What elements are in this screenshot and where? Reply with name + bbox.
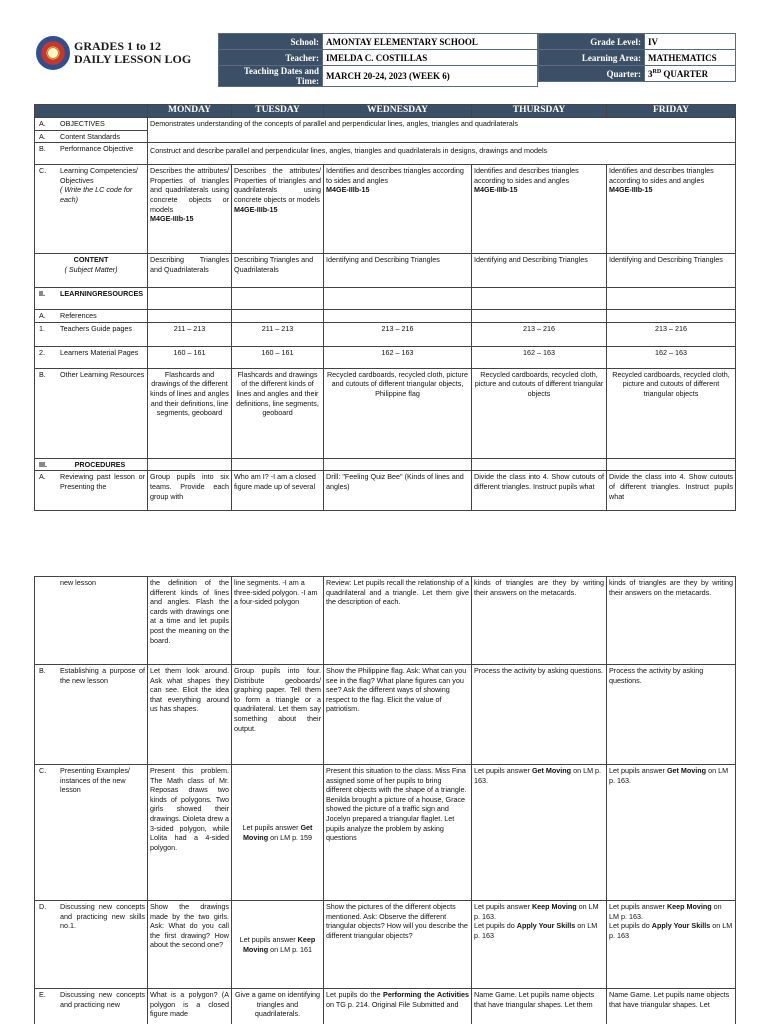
references-friday	[607, 310, 736, 323]
discussing-1-monday: Show the drawings made by the two girls. Ask: What do you call the first drawing? How about the second one?	[148, 901, 232, 989]
competencies-monday-code: M4GE-IIIb-15	[150, 214, 194, 224]
establishing-friday: Process the activity by asking questions.	[607, 665, 736, 765]
teachers-guide-title: Teachers Guide pages	[60, 323, 132, 333]
competencies-monday-text: Describes the attributes/ Properties of triangles and quadrilaterals using concrete objects or models	[150, 166, 229, 214]
teachers-guide-thursday: 213 – 216	[472, 322, 607, 346]
presenting-wednesday: Present this situation to the class. Miss Fina assigned some of her pupils to bring different objects with the shape of a triangle. Benilda brought a picture of a house, Grace showed the picture of a traffic sign and Jocelyn prepared a triangular flaglet. Let pupils analyze the problem by asking questions	[324, 765, 472, 901]
resources-friday	[607, 288, 736, 310]
area-label: Learning Area:	[539, 50, 645, 66]
discussing-1-thursday	[472, 901, 607, 989]
reviewing-label	[35, 471, 148, 511]
learners-material-thursday: 162 – 163	[472, 346, 607, 368]
procedures-tuesday	[232, 458, 324, 471]
performance-key: B.	[39, 144, 46, 154]
discussing-2-tuesday: Give a game on identifying triangles and quadrilaterals.	[232, 989, 324, 1024]
establishing-wednesday: Show the Philippine flag. Ask: What can you see in the flag? What plane figures can you see? Ask the different ways of showing respect to the flag. Elicit the value of patriotism.	[324, 665, 472, 765]
performance-text: Construct and describe parallel and perpendicular lines, angles, triangles and quadrilaterals in designs, drawings and models	[148, 143, 736, 165]
continued-label	[35, 577, 148, 665]
presenting-thursday-pre: Let pupils answer	[474, 766, 532, 775]
resources-key: II.	[39, 289, 45, 299]
reviewing-tuesday: Who am I? -I am a closed figure made up of several	[232, 471, 324, 511]
discussing-1-thursday-post: on LM p. 163.	[474, 902, 599, 921]
resources-row	[35, 288, 736, 310]
quarter-label: Quarter:	[539, 66, 645, 82]
other-resources-tuesday: Flashcards and drawings of the different kinds of lines and angles and their definitions, line segments, geoboard	[232, 368, 324, 458]
performance-label	[35, 143, 148, 165]
reviewing-thursday: Divide the class into 4. Show cutouts of different triangles. Instruct pupils what	[472, 471, 607, 511]
resources-tuesday	[232, 288, 324, 310]
continued-key-spacer	[37, 578, 57, 588]
discussing-1-title: Discussing new concepts and practicing new skills no.1.	[60, 902, 145, 931]
content-tuesday: Describing Triangles and Quadrilaterals	[232, 254, 324, 288]
teacher-label: Teacher:	[219, 50, 323, 66]
other-resources-friday: Recycled cardboards, recycled cloth, picture and cutouts of different triangular objects	[607, 368, 736, 458]
discussing-2-wednesday-pre: Let pupils do the	[326, 990, 384, 999]
presenting-key: C.	[39, 766, 47, 775]
content-monday: Describing Triangles and Quadrilaterals	[148, 254, 232, 288]
discussing-1-friday-pre: Let pupils answer	[609, 902, 667, 911]
procedures-monday	[148, 458, 232, 471]
discussing-1-tuesday-pre: Let pupils answer	[239, 934, 298, 944]
content-standards-text: Demonstrates understanding of the concepts of parallel and perpendicular lines, angles, triangles and quadrilaterals	[148, 118, 736, 143]
presenting-friday-bold: Get Moving	[666, 766, 707, 775]
lesson-log-page-2	[0, 576, 768, 1024]
competencies-monday	[148, 165, 232, 254]
other-resources-title: Other Learning Resources	[60, 369, 145, 379]
teachers-guide-monday: 211 – 213	[148, 322, 232, 346]
presenting-thursday-bold: Get Moving	[531, 766, 572, 775]
procedures-label	[35, 458, 148, 471]
references-thursday	[472, 310, 607, 323]
learners-material-key: 2.	[39, 347, 45, 357]
presenting-thursday	[472, 765, 607, 901]
discussing-2-wednesday-bold: Performing the Activities	[383, 990, 469, 999]
day-tuesday: TUESDAY	[232, 105, 324, 118]
content-title: CONTENT	[73, 255, 109, 265]
teacher-value: IMELDA C. COSTILLAS	[323, 50, 538, 66]
references-monday	[148, 310, 232, 323]
competencies-thursday-text: Identifies and describes triangles according to sides and angles	[474, 166, 579, 185]
seal-center	[47, 47, 59, 59]
content-wednesday: Identifying and Describing Triangles	[324, 254, 472, 288]
page-gap	[0, 528, 768, 576]
discussing-1-thursday-post-2: on LM p. 163	[474, 921, 598, 940]
discussing-1-row	[35, 901, 736, 989]
competencies-wednesday-code: M4GE-IIIb-15	[326, 185, 370, 195]
reviewing-wednesday: Drill: "Feeling Quiz Bee" (Kinds of lines and angles)	[324, 471, 472, 511]
learners-material-friday: 162 – 163	[607, 346, 736, 368]
continued-thursday: kinds of triangles are they by writing their answers on the metacards.	[472, 577, 607, 665]
day-monday: MONDAY	[148, 105, 232, 118]
establishing-title: Establishing a purpose of the new lesson	[60, 666, 145, 685]
resources-label	[35, 288, 148, 310]
establishing-key: B.	[39, 666, 46, 675]
lesson-table-page-1	[34, 104, 736, 511]
objectives-label	[35, 118, 148, 131]
resources-title: LEARNINGRESOURCES	[60, 289, 144, 299]
establishing-thursday: Process the activity by asking questions.	[472, 665, 607, 765]
other-resources-label	[35, 368, 148, 458]
continued-friday: kinds of triangles are they by writing their answers on the metacards.	[607, 577, 736, 665]
quarter-ordinal: RD	[652, 68, 662, 75]
procedures-title: PROCEDURES	[74, 459, 126, 469]
discussing-1-thursday-pre: Let pupils answer	[474, 902, 532, 911]
deped-seal-icon	[36, 36, 70, 70]
presenting-tuesday-post: on LM p. 159	[268, 832, 313, 842]
reviewing-title: Reviewing past lesson or Presenting the	[60, 472, 145, 491]
procedures-key: III.	[39, 459, 47, 469]
other-resources-thursday: Recycled cardboards, recycled cloth, picture and cutouts of different triangular objects	[472, 368, 607, 458]
lesson-table-page-2	[34, 576, 736, 1024]
objectives-row	[35, 118, 736, 131]
discussing-1-thursday-bold-2: Apply Your Skills	[516, 921, 576, 931]
other-resources-wednesday: Recycled cardboards, recycled cloth, picture and cutouts of different triangular objects, Philippine flag	[324, 368, 472, 458]
presenting-row	[35, 765, 736, 901]
references-tuesday	[232, 310, 324, 323]
content-friday: Identifying and Describing Triangles	[607, 254, 736, 288]
discussing-2-row	[35, 989, 736, 1024]
grade-value: IV	[645, 34, 736, 50]
discussing-2-friday: Name Game. Let pupils name objects that have triangular shapes. Let	[607, 989, 736, 1024]
competencies-key: C.	[39, 166, 47, 176]
school-label: School:	[219, 34, 323, 50]
discussing-2-thursday: Name Game. Let pupils name objects that have triangular shapes. Let them	[472, 989, 607, 1024]
presenting-tuesday-bold: Get Moving	[242, 822, 313, 842]
discussing-2-label	[35, 989, 148, 1024]
content-standards-label	[35, 130, 148, 143]
reviewing-row	[35, 471, 736, 511]
other-resources-monday: Flashcards and drawings of the different kinds of lines and angles and their definitions, line segments, geoboard	[148, 368, 232, 458]
teachers-guide-label	[35, 322, 148, 346]
quarter-value	[645, 66, 736, 82]
competencies-label	[35, 165, 148, 254]
learners-material-label	[35, 346, 148, 368]
discussing-1-friday-post-2: on LM p. 163	[609, 921, 733, 940]
dates-label: Teaching Dates and Time:	[219, 66, 323, 87]
resources-thursday	[472, 288, 607, 310]
day-friday: FRIDAY	[607, 105, 736, 118]
learners-material-title: Learners Material Pages	[60, 347, 139, 357]
log-title	[74, 40, 191, 66]
other-resources-key: B.	[39, 369, 46, 379]
competencies-friday-code: M4GE-IIIb-15	[609, 185, 653, 195]
presenting-label	[35, 765, 148, 901]
continued-title: new lesson	[60, 578, 96, 587]
header-info-left	[218, 33, 538, 87]
performance-title: Performance Objective	[60, 144, 134, 154]
procedures-friday	[607, 458, 736, 471]
discussing-1-wednesday: Show the pictures of the different objects mentioned. Ask: Observe the different triangular objects? How will you describe the different triangular objects?	[324, 901, 472, 989]
references-row	[35, 310, 736, 323]
competencies-thursday	[472, 165, 607, 254]
day-thursday: THURSDAY	[472, 105, 607, 118]
learners-material-wednesday: 162 – 163	[324, 346, 472, 368]
content-thursday: Identifying and Describing Triangles	[472, 254, 607, 288]
discussing-1-friday-bold-2: Apply Your Skills	[651, 921, 711, 931]
competencies-row	[35, 165, 736, 254]
learners-material-tuesday: 160 – 161	[232, 346, 324, 368]
competencies-friday	[607, 165, 736, 254]
learners-material-monday: 160 – 161	[148, 346, 232, 368]
establishing-monday: Let them look around. Ask what shapes they can see. Elicit the idea that everything around us has shapes.	[148, 665, 232, 765]
competencies-tuesday-code: M4GE-IIIb-15	[234, 204, 278, 214]
dates-value: MARCH 20-24, 2023 (WEEK 6)	[323, 66, 538, 87]
reviewing-friday: Divide the class into 4. Show cutouts of different triangles. Instruct pupils what	[607, 471, 736, 511]
day-wednesday: WEDNESDAY	[324, 105, 472, 118]
reviewing-key: A.	[39, 472, 46, 482]
teachers-guide-key: 1.	[39, 323, 45, 333]
quarter-number: 3	[648, 68, 653, 79]
header-info-right	[538, 33, 736, 82]
presenting-monday: Present this problem. The Math class of Mr. Reposas draws two kinds of polygons. Two girls showed their drawings. Dioleta drew a 3-sided polygon, while Lolita had a 4-sided polygon.	[148, 765, 232, 901]
discussing-2-wednesday-post: on TG p. 214. Original File Submitted and	[326, 999, 459, 1009]
establishing-tuesday: Group pupils into four. Distribute geoboards/ graphing paper. Tell them to form a triangle or a quadrilateral. Let them say something about their output.	[232, 665, 324, 765]
grade-label: Grade Level:	[539, 34, 645, 50]
discussing-2-monday: What is a polygon? (A polygon is a closed figure made	[148, 989, 232, 1024]
competencies-title: Learning Competencies/ Objectives	[60, 166, 138, 185]
establishing-row	[35, 665, 736, 765]
discussing-1-friday	[607, 901, 736, 989]
presenting-tuesday	[232, 765, 324, 901]
resources-monday	[148, 288, 232, 310]
content-standards-title: Content Standards	[60, 131, 120, 141]
references-wednesday	[324, 310, 472, 323]
content-standards-key: A.	[39, 131, 46, 141]
teachers-guide-row	[35, 322, 736, 346]
content-note: ( Subject Matter)	[64, 264, 118, 274]
content-label	[35, 254, 148, 288]
continued-row	[35, 577, 736, 665]
references-title: References	[60, 311, 97, 321]
objectives-key: A.	[39, 119, 46, 128]
discussing-1-label	[35, 901, 148, 989]
area-value: MATHEMATICS	[645, 50, 736, 66]
procedures-wednesday	[324, 458, 472, 471]
continued-monday: the definition of the different kinds of lines and angles. Flash the cards with drawings one at a time and let pupils post the meaning on the board.	[148, 577, 232, 665]
discussing-1-thursday-pre-2: Let pupils do	[474, 921, 517, 931]
presenting-friday-pre: Let pupils answer	[609, 766, 667, 775]
discussing-1-key: D.	[39, 902, 47, 911]
teachers-guide-friday: 213 – 216	[607, 322, 736, 346]
presenting-thursday-post: on LM p. 163.	[474, 766, 602, 785]
competencies-note: ( Write the LC code for each)	[60, 185, 133, 204]
discussing-1-tuesday-bold: Keep Moving	[242, 934, 316, 954]
discussing-1-thursday-bold: Keep Moving	[531, 902, 577, 911]
competencies-wednesday-text: Identifies and describes triangles according to sides and angles	[326, 166, 464, 185]
competencies-friday-text: Identifies and describes triangles according to sides and angles	[609, 166, 714, 185]
performance-row	[35, 143, 736, 165]
references-label	[35, 310, 148, 323]
objectives-text: OBJECTIVES	[60, 119, 105, 128]
school-value: AMONTAY ELEMENTARY SCHOOL	[323, 34, 538, 50]
discussing-1-friday-post: on LM p. 163.	[609, 902, 722, 921]
days-header-row	[35, 105, 736, 118]
other-resources-row	[35, 368, 736, 458]
competencies-tuesday	[232, 165, 324, 254]
title-line-1: GRADES 1 to 12	[74, 39, 162, 53]
discussing-2-title: Discussing new concepts and practicing new	[60, 990, 145, 1009]
procedures-thursday	[472, 458, 607, 471]
discussing-1-tuesday-post: on LM p. 161	[268, 944, 313, 954]
quarter-word: QUARTER	[661, 68, 709, 79]
discussing-1-tuesday	[232, 901, 324, 989]
references-key: A.	[39, 311, 46, 321]
continued-wednesday: Review: Let pupils recall the relationship of a quadrilateral and a triangle. Let them give the description of each.	[324, 577, 472, 665]
content-row	[35, 254, 736, 288]
learners-material-row	[35, 346, 736, 368]
discussing-2-key: E.	[39, 990, 46, 999]
presenting-friday	[607, 765, 736, 901]
presenting-title: Presenting Examples/ instances of the new lesson	[60, 766, 130, 795]
teachers-guide-tuesday: 211 – 213	[232, 322, 324, 346]
days-corner	[35, 105, 148, 118]
reviewing-monday: Group pupils into six teams. Provide each group with	[148, 471, 232, 511]
discussing-2-wednesday	[324, 989, 472, 1024]
competencies-wednesday	[324, 165, 472, 254]
presenting-friday-post: on LM p. 163.	[609, 766, 729, 785]
discussing-1-friday-pre-2: Let pupils do	[609, 921, 652, 931]
title-line-2: DAILY LESSON LOG	[74, 52, 192, 66]
teachers-guide-wednesday: 213 – 216	[324, 322, 472, 346]
resources-wednesday	[324, 288, 472, 310]
establishing-label	[35, 665, 148, 765]
discussing-1-friday-bold: Keep Moving	[666, 902, 712, 911]
competencies-thursday-code: M4GE-IIIb-15	[474, 185, 518, 195]
presenting-tuesday-pre: Let pupils answer	[242, 822, 301, 832]
continued-tuesday: line segments. -I am a three-sided polygon. -I am a four-sided polygon	[232, 577, 324, 665]
competencies-tuesday-text: Describes the attributes/ Properties of triangles and quadrilaterals using concrete objects or models	[234, 166, 321, 204]
procedures-row	[35, 458, 736, 471]
